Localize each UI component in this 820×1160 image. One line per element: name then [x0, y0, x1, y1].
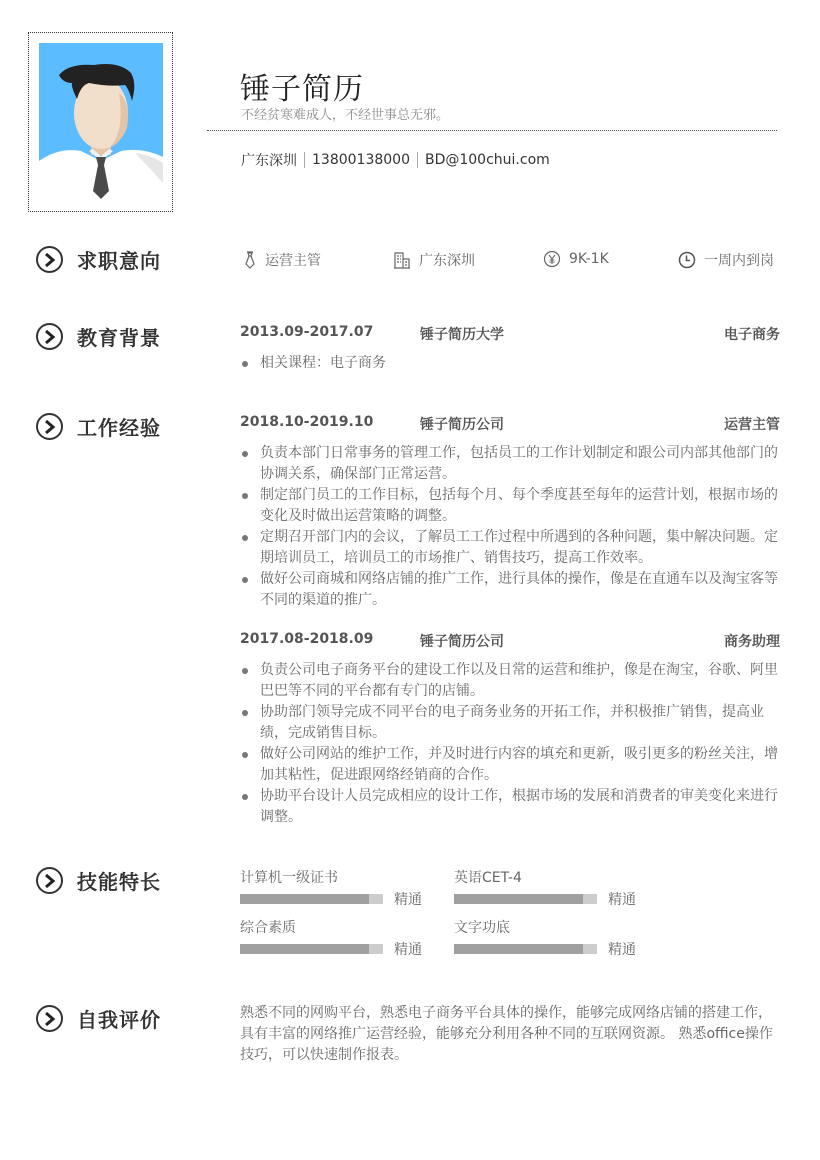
skill-bar-fill — [240, 944, 369, 954]
contact-phone[interactable]: 13800138000 — [312, 152, 410, 168]
contact-line — [241, 150, 550, 170]
header-divider — [207, 130, 777, 131]
section-header-work — [36, 412, 161, 441]
yen-icon — [543, 250, 561, 268]
skill-bar — [454, 944, 597, 954]
motto: 不经贫寒难成人，不经世事总无邪。 — [241, 108, 450, 123]
work-bullets — [240, 443, 780, 611]
intent-availability-text: 一周内到岗 — [704, 253, 774, 269]
resume-name: 锤子简历 — [240, 72, 364, 107]
intent-position — [243, 250, 321, 270]
skill-name: 文字功底 — [454, 920, 510, 936]
skill-bar-fill — [240, 894, 369, 904]
list-item: 做好公司商城和网络店铺的推广工作，进行具体的操作，像是在直通车以及淘宝客等不同的渠道的推广。 — [240, 569, 780, 611]
section-title: 工作经验 — [77, 416, 161, 440]
skill-level: 精通 — [608, 892, 636, 908]
intent-salary-text: 9K-1K — [569, 251, 609, 267]
section-header-education — [36, 322, 161, 351]
list-item: 相关课程：电子商务 — [240, 353, 780, 374]
self-evaluation-text: 熟悉不同的网购平台，熟悉电子商务平台具体的操作，能够完成网络店铺的搭建工作，具有丰富的网络推广运营经验，能够充分利用各种不同的互联网资源。 熟悉office操作技巧，可以快速制作报表。 — [240, 1005, 773, 1063]
skill-bar — [240, 894, 383, 904]
skill-level: 精通 — [394, 892, 422, 908]
entry-role: 电子商务 — [724, 327, 780, 343]
section-title: 教育背景 — [77, 326, 161, 350]
avatar-illustration-icon — [39, 43, 163, 201]
education-bullets — [240, 353, 780, 374]
entry-date: 2017.08-2018.09 — [240, 631, 374, 647]
skill-item — [454, 917, 654, 959]
intent-position-text: 运营主管 — [265, 253, 321, 269]
entry-date: 2013.09-2017.07 — [240, 324, 374, 340]
contact-email[interactable]: BD@100chui.com — [424, 152, 550, 168]
work-bullets — [240, 660, 780, 828]
building-icon — [393, 251, 411, 269]
list-item: 协助部门领导完成不同平台的电子商务业务的开拓工作，并积极推广销售，提高业绩，完成销售目标。 — [240, 702, 780, 744]
list-item: 负责本部门日常事务的管理工作，包括员工的工作计划制定和跟公司内部其他部门的协调关系，确保部门正常运营。 — [240, 443, 780, 485]
skill-bar — [240, 944, 383, 954]
chevron-right-circle-icon — [36, 413, 63, 440]
entry-role: 运营主管 — [724, 417, 780, 433]
chevron-right-circle-icon — [36, 246, 63, 273]
entry-date: 2018.10-2019.10 — [240, 414, 374, 430]
list-item: 负责公司电子商务平台的建设工作以及日常的运营和维护，像是在淘宝，谷歌、阿里巴巴等不同的平台都有专门的店铺。 — [240, 660, 780, 702]
entry-org: 锤子简历大学 — [420, 327, 504, 343]
skill-item — [454, 867, 654, 909]
skill-name: 计算机一级证书 — [240, 870, 338, 886]
section-title: 技能特长 — [77, 870, 161, 894]
chevron-right-circle-icon — [36, 867, 63, 894]
skill-bar-fill — [454, 894, 583, 904]
skill-level: 精通 — [394, 942, 422, 958]
section-header-self-evaluation — [36, 1004, 161, 1033]
contact-location: 广东深圳 — [241, 153, 297, 169]
intent-availability — [678, 250, 774, 270]
chevron-right-circle-icon — [36, 323, 63, 350]
intent-location — [393, 250, 475, 270]
clock-icon — [678, 251, 696, 269]
intent-location-text: 广东深圳 — [419, 253, 475, 269]
list-item: 定期召开部门内的会议，了解员工工作过程中所遇到的各种问题，集中解决问题。定期培训员工，培训员工的市场推广、销售技巧，提高工作效率。 — [240, 527, 780, 569]
skill-item — [240, 867, 440, 909]
entry-org: 锤子简历公司 — [420, 634, 504, 650]
list-item: 做好公司网站的维护工作，并及时进行内容的填充和更新，吸引更多的粉丝关注，增加其粘性，促进跟网络经销商的合作。 — [240, 744, 780, 786]
list-item: 协助平台设计人员完成相应的设计工作，根据市场的发展和消费者的审美变化来进行调整。 — [240, 786, 780, 828]
avatar — [39, 43, 163, 201]
contact-separator — [417, 152, 418, 168]
section-header-intent — [36, 245, 161, 274]
skill-item — [240, 917, 440, 959]
entry-role: 商务助理 — [724, 634, 780, 650]
tie-icon — [243, 251, 257, 269]
skill-bar — [454, 894, 597, 904]
section-title: 自我评价 — [77, 1008, 161, 1032]
entry-org: 锤子简历公司 — [420, 417, 504, 433]
list-item: 制定部门员工的工作目标，包括每个月、每个季度甚至每年的运营计划，根据市场的变化及时做出运营策略的调整。 — [240, 485, 780, 527]
skill-name: 英语CET-4 — [454, 870, 522, 886]
skill-bar-fill — [454, 944, 583, 954]
intent-salary — [543, 250, 609, 268]
section-title: 求职意向 — [77, 249, 161, 273]
skill-name: 综合素质 — [240, 920, 296, 936]
contact-separator — [304, 152, 305, 168]
chevron-right-circle-icon — [36, 1005, 63, 1032]
skill-level: 精通 — [608, 942, 636, 958]
photo-frame — [28, 32, 173, 212]
section-header-skills — [36, 866, 161, 895]
